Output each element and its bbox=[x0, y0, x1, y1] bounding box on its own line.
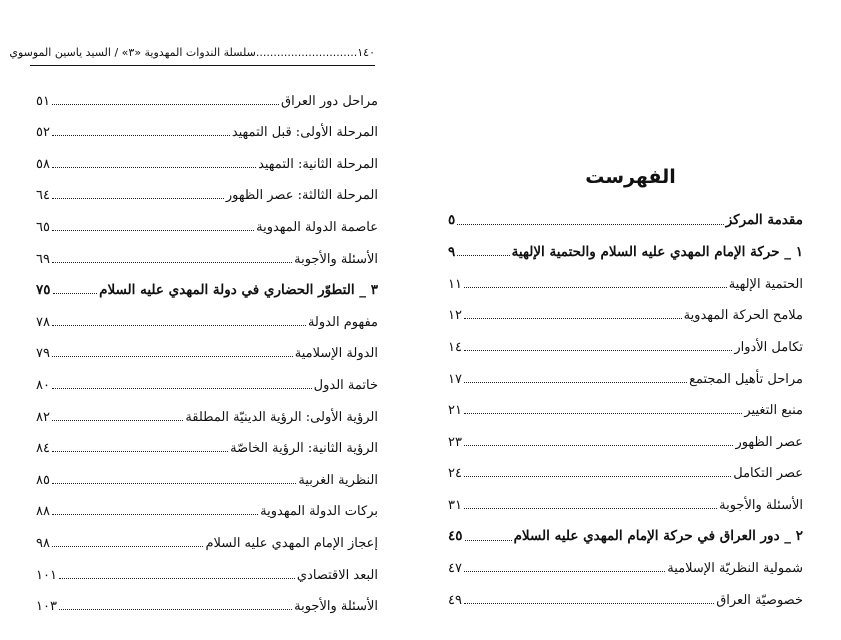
toc-entry[interactable] bbox=[36, 329, 378, 361]
toc-section-entry[interactable] bbox=[448, 512, 803, 544]
dot-leader bbox=[464, 475, 731, 477]
toc-entry-title: ١ _ حركة الإمام المهدي عليه السلام والحتمية الإلهية bbox=[511, 243, 803, 260]
toc-entry-title: الأسئلة والأجوبة bbox=[294, 599, 378, 615]
toc-page-number: ١٤ bbox=[448, 339, 462, 355]
dot-leader bbox=[59, 608, 292, 610]
dot-leader bbox=[53, 292, 98, 294]
header-text: ١٤٠.............................سلسلة الندوات المهدوية «٣» / السيد ياسين الموسوي bbox=[9, 46, 375, 59]
left-page bbox=[0, 0, 420, 640]
toc-entry[interactable] bbox=[36, 360, 378, 392]
toc-page-number: ٨٨ bbox=[36, 504, 50, 520]
toc-page-number: ١١ bbox=[448, 276, 462, 292]
toc-entry[interactable] bbox=[36, 424, 378, 456]
dot-leader bbox=[52, 482, 296, 484]
toc-entry-title: المرحلة الثالثة: عصر الظهور bbox=[225, 188, 378, 204]
toc-entry-title: الرؤية الثانية: الرؤية الخاصّة bbox=[230, 441, 378, 457]
toc-section-entry[interactable] bbox=[448, 196, 803, 228]
dot-leader bbox=[457, 223, 723, 225]
toc-page-number: ٥ bbox=[448, 212, 456, 229]
running-header bbox=[9, 46, 375, 66]
toc-entry[interactable] bbox=[448, 449, 803, 481]
toc-entry-title: شمولية النظريّة الإسلامية bbox=[667, 561, 803, 577]
toc-page-number: ٥١ bbox=[36, 93, 50, 109]
dot-leader bbox=[52, 324, 306, 326]
dot-leader bbox=[464, 349, 732, 351]
toc-entry-title: عاصمة الدولة المهدوية bbox=[256, 219, 378, 235]
toc-page-number: ٤٧ bbox=[448, 561, 462, 577]
dot-leader bbox=[52, 229, 254, 231]
toc-entry[interactable] bbox=[36, 139, 378, 171]
dot-leader bbox=[52, 355, 293, 357]
dot-leader bbox=[464, 444, 733, 446]
toc-page-number: ٤٩ bbox=[448, 592, 462, 608]
toc-entry[interactable] bbox=[36, 297, 378, 329]
toc-entry-title: خاتمة الدول bbox=[313, 377, 378, 393]
toc-page-number: ١٠٣ bbox=[36, 599, 57, 615]
toc-entry[interactable] bbox=[36, 582, 378, 614]
toc-entry[interactable] bbox=[448, 417, 803, 449]
toc-page-number: ٦٤ bbox=[36, 188, 50, 204]
toc-entry-title: خصوصيّة العراق bbox=[716, 592, 803, 608]
toc-entry[interactable] bbox=[36, 234, 378, 266]
toc-entry[interactable] bbox=[36, 108, 378, 140]
toc-entry-title: الأسئلة والأجوبة bbox=[294, 251, 378, 267]
toc-entry[interactable] bbox=[36, 455, 378, 487]
toc-entry[interactable] bbox=[448, 480, 803, 512]
toc-entry-title: عصر الظهور bbox=[735, 434, 803, 450]
toc-entry[interactable] bbox=[448, 386, 803, 418]
toc-page-number: ٢٤ bbox=[448, 466, 462, 482]
toc-page-number: ١٢ bbox=[448, 308, 462, 324]
dot-leader bbox=[52, 261, 292, 263]
toc-entry[interactable] bbox=[36, 202, 378, 234]
dot-leader bbox=[52, 134, 230, 136]
toc-entry[interactable] bbox=[36, 518, 378, 550]
dot-leader bbox=[52, 166, 256, 168]
toc-entry-title: مقدمة المركز bbox=[725, 212, 803, 229]
dot-leader bbox=[52, 197, 224, 199]
toc-entry[interactable] bbox=[448, 322, 803, 354]
toc-list-right bbox=[448, 196, 803, 607]
toc-entry-title: ملامح الحركة المهدوية bbox=[683, 308, 803, 324]
toc-entry[interactable] bbox=[36, 550, 378, 582]
dot-leader bbox=[464, 381, 687, 383]
toc-page-number: ٧٩ bbox=[36, 346, 50, 362]
dot-leader bbox=[464, 286, 727, 288]
dot-leader bbox=[464, 602, 714, 604]
toc-entry-title: تكامل الأدوار bbox=[734, 339, 803, 355]
dot-leader bbox=[52, 513, 258, 515]
toc-page-number: ٥٢ bbox=[36, 125, 50, 141]
toc-page-number: ٢٣ bbox=[448, 434, 462, 450]
toc-entry-title: ٣ _ التطوّر الحضاري في دولة المهدي عليه السلام bbox=[99, 281, 378, 298]
toc-entry[interactable] bbox=[36, 76, 378, 108]
toc-page-number: ٨٤ bbox=[36, 441, 50, 457]
toc-entry-title: إعجاز الإمام المهدي عليه السلام bbox=[205, 535, 378, 551]
toc-page-number: ٢١ bbox=[448, 403, 462, 419]
toc-entry[interactable] bbox=[448, 259, 803, 291]
toc-section-entry[interactable] bbox=[448, 228, 803, 260]
dot-leader bbox=[464, 507, 717, 509]
toc-entry-title: الدولة الإسلامية bbox=[294, 346, 378, 362]
dot-leader bbox=[52, 450, 228, 452]
dot-leader bbox=[457, 254, 509, 256]
dot-leader bbox=[465, 539, 512, 541]
toc-page-number: ٦٥ bbox=[36, 219, 50, 235]
toc-entry-title: البعد الاقتصادي bbox=[296, 567, 378, 583]
dot-leader bbox=[52, 387, 312, 389]
toc-list-left bbox=[36, 76, 378, 613]
toc-page-number: ٥٨ bbox=[36, 156, 50, 172]
toc-entry-title: الحتمية الإلهية bbox=[728, 276, 803, 292]
toc-page-number: ٤٥ bbox=[448, 528, 463, 545]
dot-leader bbox=[464, 570, 665, 572]
dot-leader bbox=[52, 103, 279, 105]
toc-entry[interactable] bbox=[36, 171, 378, 203]
toc-entry-title: مفهوم الدولة bbox=[307, 314, 378, 330]
toc-entry-title: عصر التكامل bbox=[733, 466, 803, 482]
right-page bbox=[420, 0, 841, 640]
toc-page-number: ٨٠ bbox=[36, 377, 50, 393]
toc-entry-title: الرؤية الأولى: الرؤية الدينيّة المطلقة bbox=[185, 409, 378, 425]
toc-entry-title: النظرية الغربية bbox=[298, 472, 378, 488]
toc-entry[interactable] bbox=[448, 354, 803, 386]
toc-entry-title: الأسئلة والأجوبة bbox=[719, 497, 803, 513]
toc-entry[interactable] bbox=[448, 544, 803, 576]
toc-page-number: ٣١ bbox=[448, 497, 462, 513]
header-rule bbox=[30, 65, 375, 66]
toc-page-number: ٦٩ bbox=[36, 251, 50, 267]
toc-page-number: ١٧ bbox=[448, 371, 462, 387]
toc-entry[interactable] bbox=[448, 575, 803, 607]
toc-entry-title: بركات الدولة المهدوية bbox=[260, 504, 378, 520]
toc-entry-title: مراحل دور العراق bbox=[281, 93, 378, 109]
dot-leader bbox=[464, 412, 742, 414]
toc-entry-title: مراحل تأهيل المجتمع bbox=[689, 371, 803, 387]
toc-entry[interactable] bbox=[36, 487, 378, 519]
toc-page-number: ٨٥ bbox=[36, 472, 50, 488]
dot-leader bbox=[59, 577, 295, 579]
dot-leader bbox=[464, 317, 682, 319]
toc-page-number: ١٠١ bbox=[36, 567, 57, 583]
toc-entry[interactable] bbox=[36, 392, 378, 424]
toc-title: الفهرست bbox=[585, 166, 676, 188]
toc-entry-title: المرحلة الأولى: قبل التمهيد bbox=[231, 125, 378, 141]
toc-page-number: ٧٥ bbox=[36, 281, 51, 298]
toc-entry[interactable] bbox=[448, 291, 803, 323]
dot-leader bbox=[52, 419, 183, 421]
toc-page-number: ٨٢ bbox=[36, 409, 50, 425]
dot-leader bbox=[52, 545, 203, 547]
toc-page-number: ٩٨ bbox=[36, 535, 50, 551]
toc-entry-title: المرحلة الثانية: التمهيد bbox=[258, 156, 378, 172]
toc-page-number: ٩ bbox=[448, 243, 456, 260]
toc-page-number: ٧٨ bbox=[36, 314, 50, 330]
toc-entry-title: منبع التغيير bbox=[744, 403, 803, 419]
toc-section-entry[interactable] bbox=[36, 266, 378, 298]
toc-entry-title: ٢ _ دور العراق في حركة الإمام المهدي عليه السلام bbox=[513, 528, 803, 545]
